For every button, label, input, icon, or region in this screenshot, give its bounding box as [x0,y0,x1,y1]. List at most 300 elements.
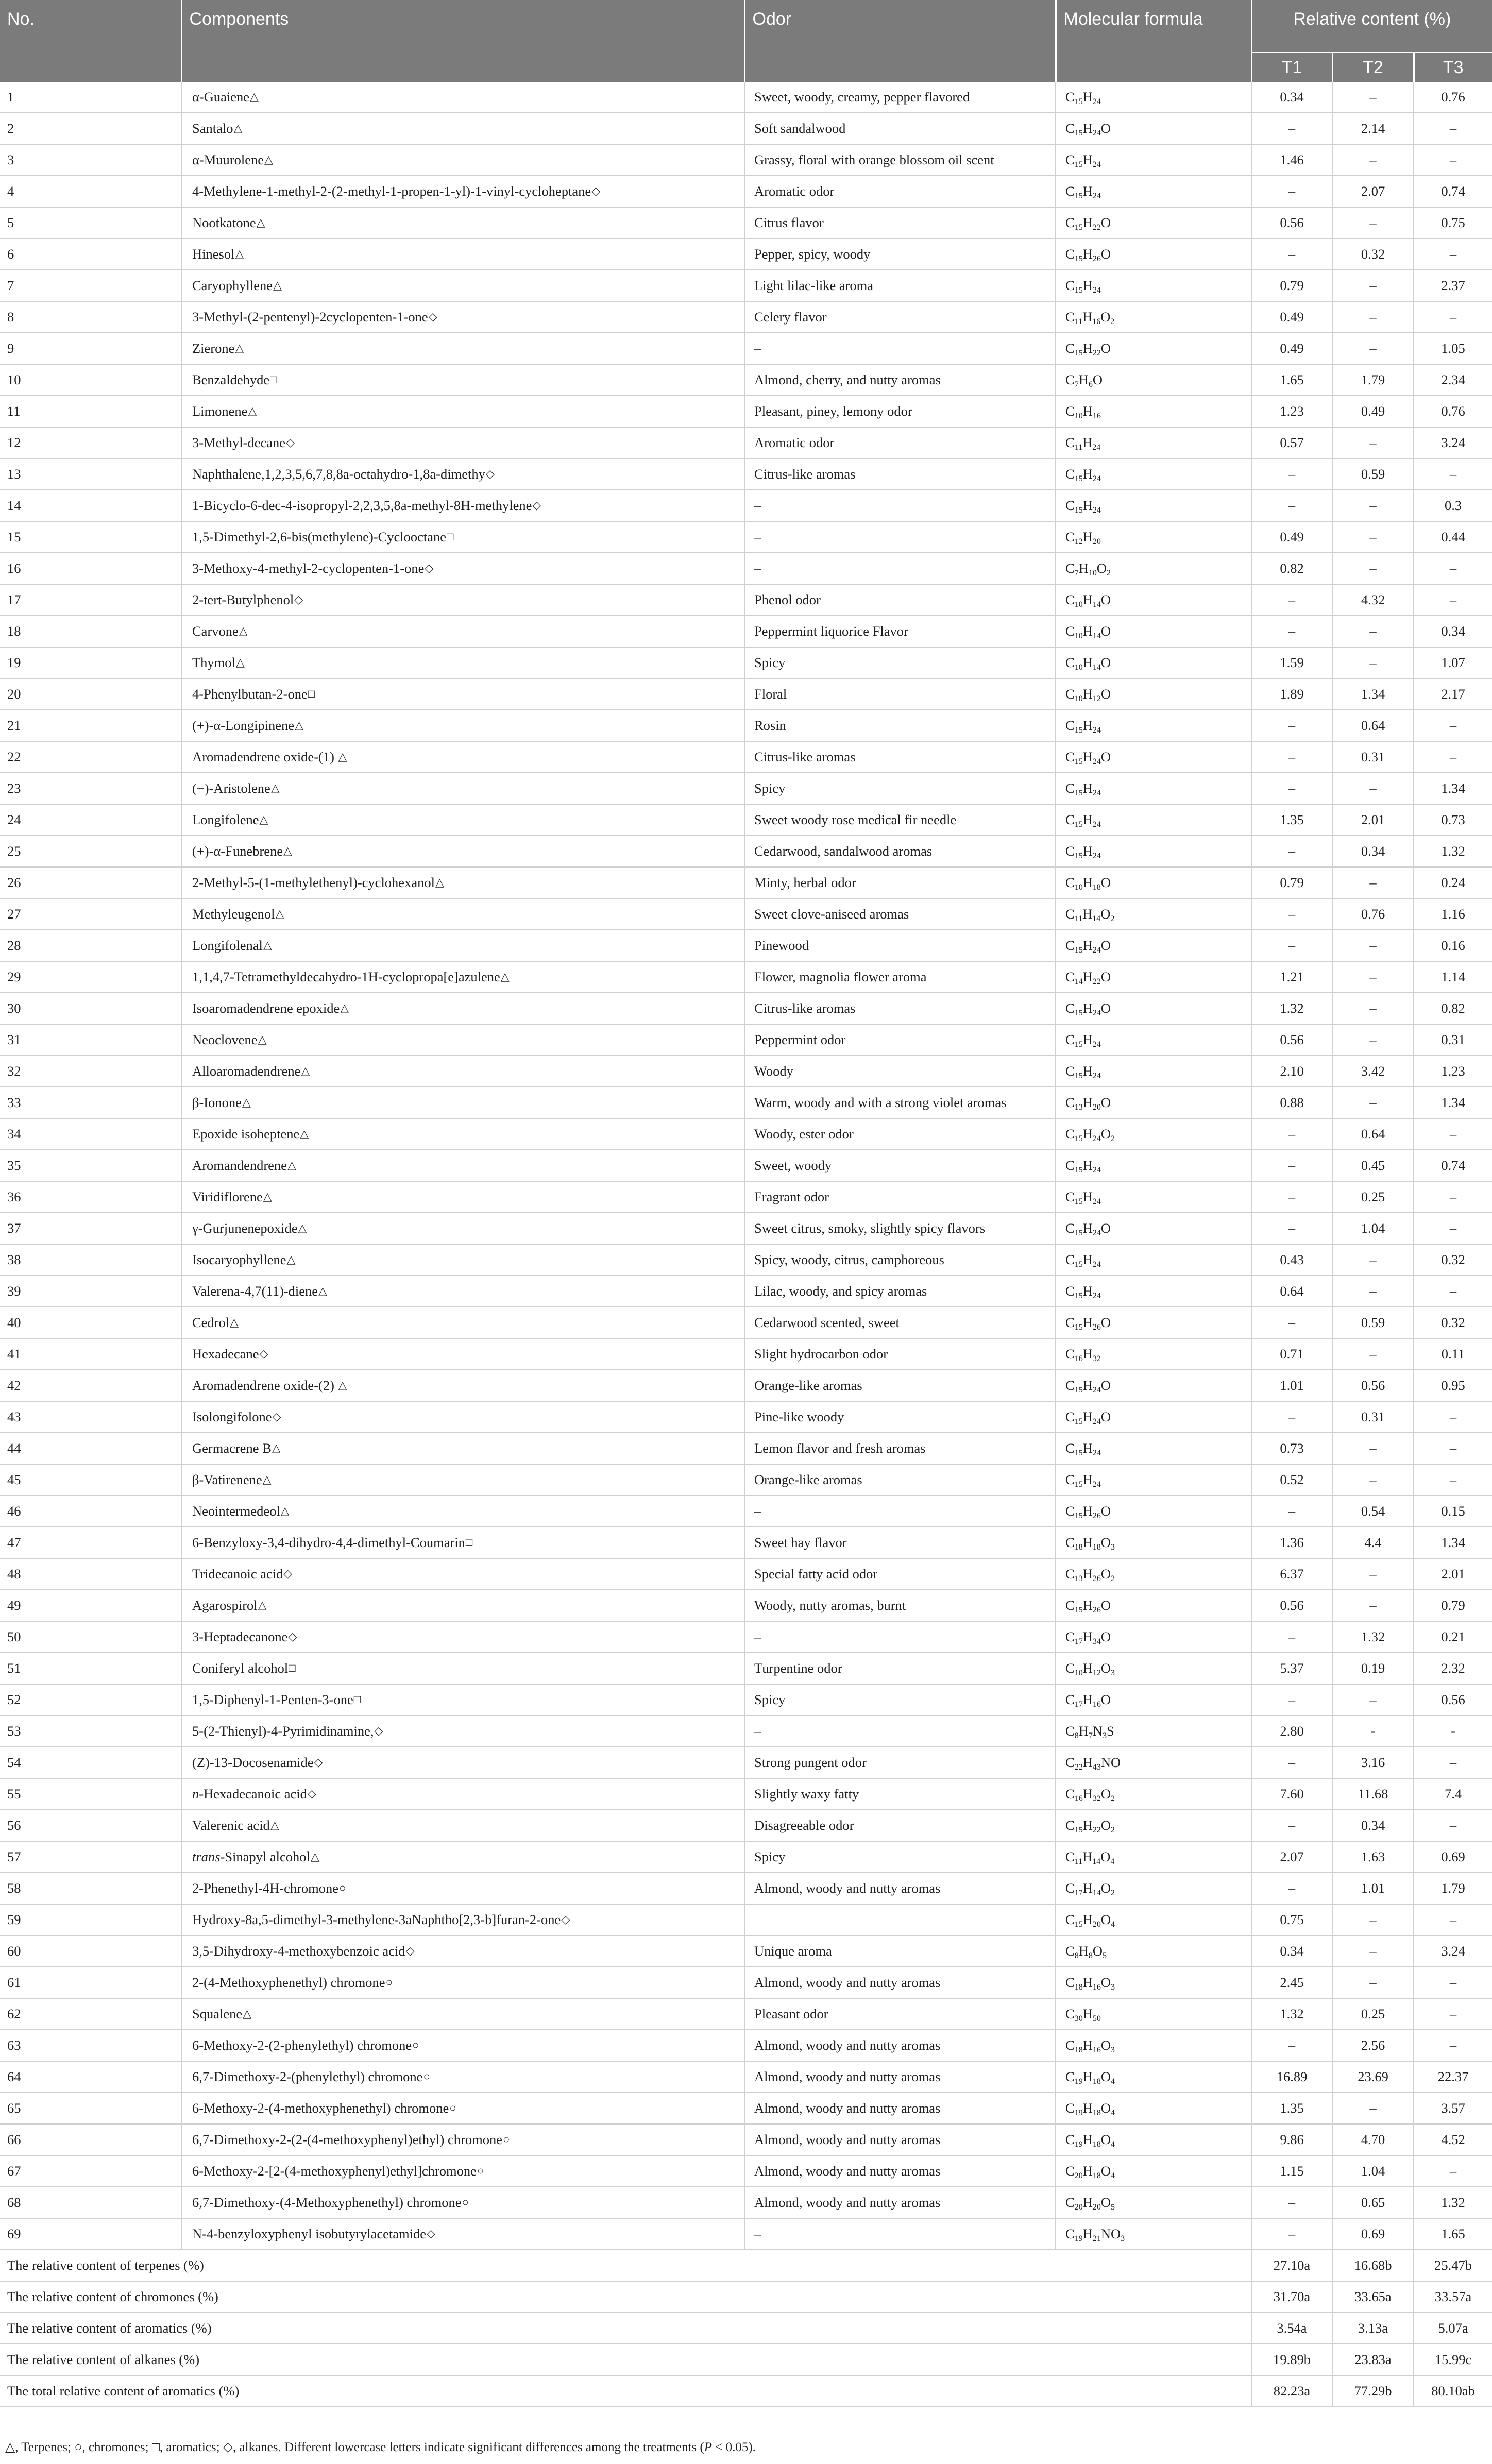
value-t2: 0.59 [1332,1307,1414,1338]
class-marker: △ [258,1599,267,1612]
component-name: Valerenic acid△ [181,1810,744,1841]
class-marker: △ [270,781,280,795]
value-t3: – [1414,1998,1492,2030]
component-name: 2-Phenethyl-4H-chromone○ [181,1873,744,1904]
value-t1: – [1251,490,1332,521]
component-name: 6,7-Dimethoxy-2-(phenylethyl) chromone○ [181,2061,744,2093]
formula-cell: $C_{15}H_{24}$ [1056,458,1251,490]
value-t1: 0.34 [1251,1935,1332,1967]
odor-cell: Special fatty acid odor [744,1558,1056,1590]
formula-cell: $C_{15}H_{20}O_4$ [1056,1904,1251,1935]
table-row [0,1244,1492,1276]
class-marker: △ [235,247,244,261]
class-marker: ◇ [425,562,434,575]
table-row [0,1213,1492,1244]
value-t1: – [1251,1181,1332,1213]
value-t3: 0.34 [1414,616,1492,647]
formula-cell: $C_{22}H_{43}NO$ [1056,1747,1251,1778]
table-row [0,270,1492,301]
row-number: 6 [0,239,181,270]
odor-cell: Warm, woody and with a strong violet aromas [744,1087,1056,1118]
class-marker: △ [264,153,273,166]
value-t1: – [1251,1873,1332,1904]
formula-cell: $C_{13}H_{26}O_2$ [1056,1558,1251,1590]
odor-cell: Sweet woody rose medical fir needle [744,804,1056,836]
row-number: 43 [0,1401,181,1433]
component-name: Carvone△ [181,616,744,647]
formula-cell: $C_7H_{10}O_2$ [1056,553,1251,584]
value-t2: – [1332,490,1414,521]
formula-cell: $C_{15}H_{24}O$ [1056,113,1251,144]
class-marker: △ [287,1159,296,1172]
value-t1: – [1251,239,1332,270]
component-name: (Z)-13-Docosenamide◇ [181,1747,744,1778]
class-marker: ◇ [272,1410,281,1423]
row-number: 18 [0,616,181,647]
table-row [0,1715,1492,1747]
component-name: 6-Benzyloxy-3,4-dihydro-4,4-dimethyl-Coumarin□ [181,1527,744,1558]
value-t1: – [1251,1621,1332,1653]
row-number: 17 [0,584,181,616]
odor-cell: Citrus-like aromas [744,993,1056,1024]
component-name: Longifolene△ [181,804,744,836]
formula-cell: $C_{15}H_{24}$ [1056,1181,1251,1213]
summary-t2: 16.68b [1332,2250,1414,2281]
class-marker: △ [286,1253,296,1266]
value-t1: 1.15 [1251,2155,1332,2187]
value-t1: 0.34 [1251,82,1332,113]
value-t2: 0.65 [1332,2187,1414,2218]
value-t1: 0.88 [1251,1087,1332,1118]
value-t1: – [1251,176,1332,207]
formula-cell: $C_{15}H_{24}$ [1056,836,1251,867]
row-number: 24 [0,804,181,836]
value-t2: 1.63 [1332,1841,1414,1873]
value-t2: 0.69 [1332,2218,1414,2250]
value-t3: 0.11 [1414,1338,1492,1370]
class-marker: ◇ [283,1567,293,1581]
class-marker: □ [353,1693,361,1706]
formula-cell: $C_{18}H_{18}O_3$ [1056,1527,1251,1558]
summary-t3: 15.99c [1414,2344,1492,2375]
value-t1: 1.21 [1251,961,1332,993]
row-number: 46 [0,1496,181,1527]
value-t2: 0.31 [1332,741,1414,773]
formula-cell: $C_{15}H_{24}$ [1056,1433,1251,1464]
value-t3: 0.16 [1414,930,1492,961]
table-row [0,1653,1492,1684]
formula-cell: $C_{15}H_{24}$ [1056,490,1251,521]
value-t3: 1.65 [1414,2218,1492,2250]
component-name: Methyleugenol△ [181,898,744,930]
formula-cell: $C_{15}H_{24}$ [1056,176,1251,207]
row-number: 38 [0,1244,181,1276]
formula-cell: $C_{11}H_{14}O_4$ [1056,1841,1251,1873]
value-t2: 4.4 [1332,1527,1414,1558]
value-t3: 0.73 [1414,804,1492,836]
formula-cell: $C_{11}H_{24}$ [1056,427,1251,458]
odor-cell: Sweet hay flavor [744,1527,1056,1558]
component-name: 5-(2-Thienyl)-4-Pyrimidinamine,◇ [181,1715,744,1747]
odor-cell: – [744,333,1056,364]
class-marker: □ [308,687,315,701]
class-marker: ◇ [259,1347,268,1361]
odor-cell: Celery flavor [744,301,1056,333]
value-t2: – [1332,2093,1414,2124]
component-name: Aromandendrene△ [181,1150,744,1181]
table-row [0,1841,1492,1873]
table-row [0,239,1492,270]
odor-cell: Spicy [744,647,1056,678]
table-row [0,490,1492,521]
value-t2: – [1332,616,1414,647]
table-row [0,1150,1492,1181]
class-marker: ◇ [485,467,495,481]
row-number: 62 [0,1998,181,2030]
value-t3: – [1414,553,1492,584]
class-marker: △ [301,1064,310,1078]
value-t1: 1.32 [1251,1998,1332,2030]
value-t2: – [1332,1967,1414,1998]
value-t1: 1.35 [1251,2093,1332,2124]
summary-t3: 25.47b [1414,2250,1492,2281]
value-t3: – [1414,1213,1492,1244]
value-t3: 0.75 [1414,207,1492,239]
value-t1: 1.23 [1251,396,1332,427]
value-t3: 1.34 [1414,1087,1492,1118]
value-t3: – [1414,1904,1492,1935]
value-t2: – [1332,867,1414,898]
formula-cell: $C_{12}H_{20}$ [1056,521,1251,553]
component-name: Agarospirol△ [181,1590,744,1621]
odor-cell: Light lilac-like aroma [744,270,1056,301]
row-number: 69 [0,2218,181,2250]
odor-cell: Soft sandalwood [744,113,1056,144]
class-marker: ○ [462,2196,469,2209]
component-name: Tridecanoic acid◇ [181,1558,744,1590]
class-marker: ◇ [591,184,601,198]
value-t1: 0.56 [1251,207,1332,239]
value-t3: 3.57 [1414,2093,1492,2124]
formula-cell: $C_{10}H_{18}O$ [1056,867,1251,898]
value-t3: 3.24 [1414,1935,1492,1967]
formula-cell: $C_{20}H_{20}O_5$ [1056,2187,1251,2218]
class-marker: △ [318,1284,327,1298]
summary-t1: 82.23a [1251,2375,1332,2407]
value-t3: 0.32 [1414,1307,1492,1338]
value-t2: – [1332,82,1414,113]
row-number: 35 [0,1150,181,1181]
value-t2: – [1332,1935,1414,1967]
summary-t1: 3.54a [1251,2313,1332,2344]
value-t3: 0.32 [1414,1244,1492,1276]
odor-cell: – [744,553,1056,584]
value-t3: 0.21 [1414,1621,1492,1653]
header-relative-content: Relative content (%) [1251,0,1492,53]
component-name: Isocaryophyllene△ [181,1244,744,1276]
table-row [0,2093,1492,2124]
row-number: 56 [0,1810,181,1841]
class-marker: △ [280,1504,290,1518]
table-row [0,2061,1492,2093]
value-t2: – [1332,1244,1414,1276]
component-name: Germacrene B△ [181,1433,744,1464]
value-t2: – [1332,301,1414,333]
class-marker: △ [298,1221,307,1235]
row-number: 7 [0,270,181,301]
class-marker: △ [435,876,444,889]
odor-cell: Spicy [744,1684,1056,1715]
value-t1: 1.32 [1251,993,1332,1024]
formula-cell: $C_{15}H_{22}O$ [1056,207,1251,239]
row-number: 5 [0,207,181,239]
odor-cell: Citrus-like aromas [744,458,1056,490]
row-number: 63 [0,2030,181,2061]
formula-cell: $C_{11}H_{14}O_2$ [1056,898,1251,930]
value-t1: 1.35 [1251,804,1332,836]
class-marker: ○ [449,2101,456,2115]
value-t1: 0.52 [1251,1464,1332,1496]
table-row [0,1087,1492,1118]
odor-cell: Woody, nutty aromas, burnt [744,1590,1056,1621]
value-t2: 1.04 [1332,2155,1414,2187]
odor-cell: Almond, cherry, and nutty aromas [744,364,1056,396]
row-number: 44 [0,1433,181,1464]
value-t2: – [1332,773,1414,804]
table-row [0,1118,1492,1150]
component-name: Viridiflorene△ [181,1181,744,1213]
value-t1: – [1251,1150,1332,1181]
value-t1: 0.79 [1251,270,1332,301]
class-marker: □ [270,373,277,386]
class-marker: △ [262,1473,272,1486]
formula-cell: $C_8H_8O_5$ [1056,1935,1251,1967]
formula-cell: $C_{16}H_{32}O_2$ [1056,1778,1251,1810]
table-row [0,1527,1492,1558]
value-t1: 0.49 [1251,333,1332,364]
row-number: 2 [0,113,181,144]
value-t3: 4.52 [1414,2124,1492,2155]
row-number: 34 [0,1118,181,1150]
component-name: trans-Sinapyl alcohol△ [181,1841,744,1873]
class-marker: △ [283,844,292,858]
table-row [0,1056,1492,1087]
table-footnote: △, Terpenes; ○, chromones; □, aromatics; ◇, alkanes. Different lowercase letters indicate significant differences among the treatments (P < 0.05). [5,2440,756,2454]
value-t1: 0.79 [1251,867,1332,898]
component-name: Benzaldehyde□ [181,364,744,396]
odor-cell: Flower, magnolia flower aroma [744,961,1056,993]
formula-cell: $C_{15}H_{22}O_2$ [1056,1810,1251,1841]
summary-t2: 3.13a [1332,2313,1414,2344]
value-t1: 0.82 [1251,553,1332,584]
component-name: Caryophyllene△ [181,270,744,301]
value-t1: 1.36 [1251,1527,1332,1558]
value-t1: 0.71 [1251,1338,1332,1370]
value-t1: – [1251,1213,1332,1244]
odor-cell: Pleasant, piney, lemony odor [744,396,1056,427]
component-name: Aromadendrene oxide-(2) △ [181,1370,744,1401]
class-marker: ◇ [294,593,303,606]
class-marker: ◇ [314,1756,323,1769]
header-t1: T1 [1251,53,1332,82]
value-t1: 2.45 [1251,1967,1332,1998]
value-t3: 1.79 [1414,1873,1492,1904]
formula-cell: $C_{18}H_{16}O_3$ [1056,2030,1251,2061]
value-t3: – [1414,584,1492,616]
row-number: 31 [0,1024,181,1056]
value-t3: – [1414,239,1492,270]
class-marker: ◇ [286,436,295,449]
class-marker: ◇ [428,310,437,324]
class-marker: △ [300,1127,309,1141]
value-t2: 0.31 [1332,1401,1414,1433]
value-t2: – [1332,553,1414,584]
row-number: 32 [0,1056,181,1087]
value-t3: 1.32 [1414,2187,1492,2218]
component-name: Squalene△ [181,1998,744,2030]
component-name: 3-Methyl-decane◇ [181,427,744,458]
value-t1: – [1251,616,1332,647]
odor-cell: Disagreeable odor [744,1810,1056,1841]
class-marker: ○ [412,2038,419,2052]
value-t2: – [1332,930,1414,961]
value-t3: 2.01 [1414,1558,1492,1590]
summary-t1: 19.89b [1251,2344,1332,2375]
odor-cell: Grassy, floral with orange blossom oil scent [744,144,1056,176]
row-number: 15 [0,521,181,553]
formula-cell: $C_{19}H_{18}O_4$ [1056,2093,1251,2124]
row-number: 55 [0,1778,181,1810]
value-t3: – [1414,1433,1492,1464]
summary-label: The relative content of chromones (%) [0,2281,1251,2313]
value-t3: 2.17 [1414,678,1492,710]
table-row [0,396,1492,427]
value-t2: – [1332,427,1414,458]
class-marker: △ [263,939,272,952]
class-marker: △ [230,1316,239,1329]
table-row [0,1778,1492,1810]
class-marker: ◇ [427,2227,435,2240]
odor-cell: Pepper, spicy, woody [744,239,1056,270]
value-t2: 2.56 [1332,2030,1414,2061]
table-row [0,1621,1492,1653]
table-row [0,961,1492,993]
table-row [0,1935,1492,1967]
value-t2: 3.16 [1332,1747,1414,1778]
row-number: 21 [0,710,181,741]
row-number: 23 [0,773,181,804]
class-marker: △ [310,1850,319,1863]
value-t1: – [1251,836,1332,867]
value-t2: 4.32 [1332,584,1414,616]
component-name: 3-Heptadecanone◇ [181,1621,744,1653]
table-row [0,2187,1492,2218]
value-t2: – [1332,961,1414,993]
summary-t1: 31.70a [1251,2281,1332,2313]
value-t1: 1.89 [1251,678,1332,710]
row-number: 41 [0,1338,181,1370]
summary-row [0,2344,1492,2375]
component-name: 2-Methyl-5-(1-methylethenyl)-cyclohexanol△ [181,867,744,898]
class-marker: △ [500,970,510,983]
value-t2: – [1332,1558,1414,1590]
summary-t2: 23.83a [1332,2344,1414,2375]
value-t2: 3.42 [1332,1056,1414,1087]
value-t2: 0.56 [1332,1370,1414,1401]
table-row [0,1276,1492,1307]
value-t2: – [1332,207,1414,239]
value-t2: - [1332,1715,1414,1747]
value-t3: 2.34 [1414,364,1492,396]
value-t1: – [1251,710,1332,741]
formula-cell: $C_{19}H_{18}O_4$ [1056,2124,1251,2155]
value-t3: 1.32 [1414,836,1492,867]
component-name: Alloaromadendrene△ [181,1056,744,1087]
value-t2: – [1332,1276,1414,1307]
formula-cell: $C_{15}H_{24}$ [1056,1244,1251,1276]
class-marker: ○ [423,2070,430,2083]
value-t2: 1.32 [1332,1621,1414,1653]
row-number: 50 [0,1621,181,1653]
row-number: 66 [0,2124,181,2155]
class-marker: ◇ [374,1724,383,1738]
value-t1: – [1251,1401,1332,1433]
value-t2: – [1332,993,1414,1024]
odor-cell: Strong pungent odor [744,1747,1056,1778]
value-t2: – [1332,1024,1414,1056]
component-name: Limonene△ [181,396,744,427]
value-t3: 0.31 [1414,1024,1492,1056]
row-number: 25 [0,836,181,867]
table-row [0,1967,1492,1998]
formula-cell: $C_{19}H_{18}O_4$ [1056,2061,1251,2093]
table-row [0,710,1492,741]
class-marker: △ [242,1096,251,1109]
component-name: Isolongifolone◇ [181,1401,744,1433]
odor-cell: Cedarwood, sandalwood aromas [744,836,1056,867]
class-marker: ◇ [405,1944,415,1958]
value-t2: 1.34 [1332,678,1414,710]
odor-cell: Floral [744,678,1056,710]
value-t2: – [1332,144,1414,176]
table-row [0,836,1492,867]
row-number: 47 [0,1527,181,1558]
value-t3: – [1414,113,1492,144]
value-t3: 3.24 [1414,427,1492,458]
odor-cell: Almond, woody and nutty aromas [744,1967,1056,1998]
row-number: 61 [0,1967,181,1998]
component-name: β-Ionone△ [181,1087,744,1118]
row-number: 54 [0,1747,181,1778]
row-number: 58 [0,1873,181,1904]
formula-cell: $C_{17}H_{16}O$ [1056,1684,1251,1715]
table-row [0,1338,1492,1370]
formula-cell: $C_{15}H_{24}$ [1056,1150,1251,1181]
odor-cell: Lemon flavor and fresh aromas [744,1433,1056,1464]
value-t3: – [1414,1181,1492,1213]
value-t3: 7.4 [1414,1778,1492,1810]
value-t1: – [1251,1118,1332,1150]
row-number: 20 [0,678,181,710]
odor-cell: Peppermint odor [744,1024,1056,1056]
value-t3: – [1414,1967,1492,1998]
row-number: 49 [0,1590,181,1621]
row-number: 60 [0,1935,181,1967]
class-marker: △ [235,342,244,355]
formula-cell: $C_{15}H_{24}$ [1056,1276,1251,1307]
formula-cell: $C_{15}H_{24}$ [1056,270,1251,301]
formula-cell: $C_{10}H_{12}O_3$ [1056,1653,1251,1684]
